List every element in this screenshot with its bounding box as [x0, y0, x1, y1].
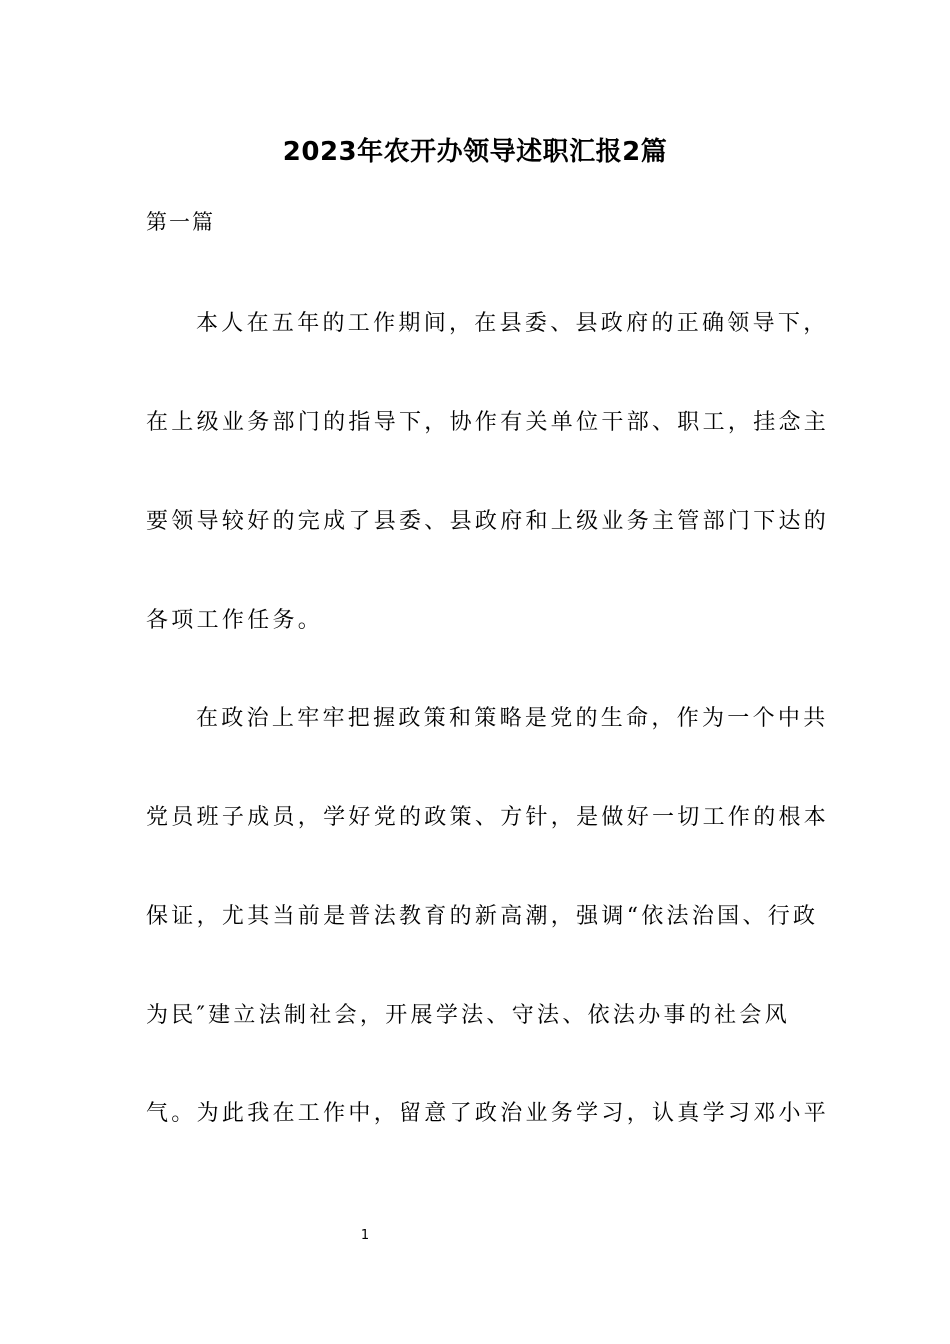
paragraph-line: 为民″建立法制社会，开展学法、守法、依法办事的社会风 [146, 1003, 791, 1028]
document-title: 2023年农开办领导述职汇报2篇 [282, 137, 668, 167]
section-label: 第一篇 [146, 210, 215, 234]
paragraph-line: 气。为此我在工作中，留意了政治业务学习，认真学习邓小平 [146, 1101, 830, 1126]
paragraph-line: 在政治上牢牢把握政策和策略是党的生命，作为一个中共 [196, 706, 829, 731]
paragraph-line: 在上级业务部门的指导下，协作有关单位干部、职工，挂念主 [146, 410, 830, 435]
paragraph-line: 本人在五年的工作期间，在县委、县政府的正确领导下， [196, 311, 829, 336]
paragraph-line: 各项工作任务。 [146, 608, 324, 633]
paragraph-line: 要领导较好的完成了县委、县政府和上级业务主管部门下达的 [146, 509, 830, 534]
paragraph-line: 保证，尤其当前是普法教育的新高潮，强调“依法治国、行政 [146, 904, 819, 929]
paragraph-line: 党员班子成员，学好党的政策、方针，是做好一切工作的根本 [146, 805, 830, 830]
page-number: 1 [360, 1228, 370, 1243]
